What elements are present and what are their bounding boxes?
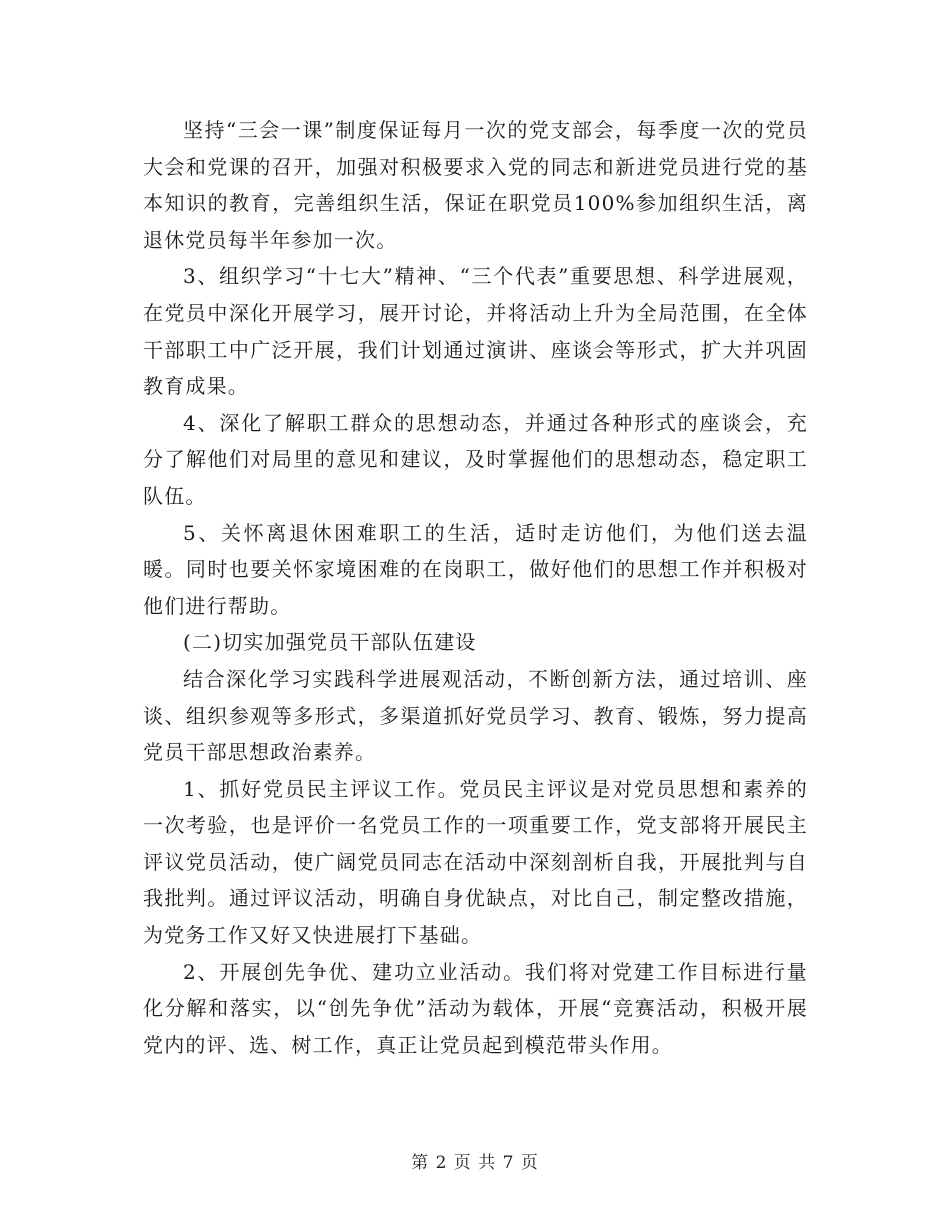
paragraph-item-3: 3、组织学习“十七大”精神、“三个代表”重要思想、科学进展观，在党员中深化开展学习，展开讨论，并将活动上升为全局范围，在全体干部职工中广泛开展，我们计划通过演讲、座谈会等形式，扩大并巩固教育成果。	[143, 264, 808, 399]
paragraph-section-intro: 结合深化学习实践科学进展观活动，不断创新方法，通过培训、座谈、组织参观等多形式，多渠道抓好党员学习、教育、锻炼，努力提高党员干部思想政治素养。	[143, 666, 808, 765]
section-heading-2: (二)切实加强党员干部队伍建设	[183, 630, 477, 655]
paragraph-item-2: 2、开展创先争优、建功立业活动。我们将对党建工作目标进行量化分解和落实，以“创先争优”活动为载体，开展“竞赛活动，积极开展党内的评、选、树工作，真正让党员起到模范带头作用。	[143, 959, 808, 1057]
paragraph-item-5: 5、关怀离退休困难职工的生活，适时走访他们，为他们送去温暖。同时也要关怀家境困难的在岗职工，做好他们的思想工作并积极对他们进行帮助。	[143, 520, 808, 618]
paragraph-item-4: 4、深化了解职工群众的思想动态，并通过各种形式的座谈会，充分了解他们对局里的意见和建议，及时掌握他们的思想动态，稳定职工队伍。	[143, 410, 808, 508]
page-number-footer: 第 2 页 共 7 页	[411, 1153, 539, 1173]
paragraph-item-1: 1、抓好党员民主评议工作。党员民主评议是对党员思想和素养的一次考验，也是评价一名党员工作的一项重要工作，党支部将开展民主评议党员活动，使广阔党员同志在活动中深刻剖析自我，开展批判与自我批判。通过评议活动，明确自身优缺点，对比自己，制定整改措施，为党务工作又好又快进展打下基础。	[143, 776, 808, 948]
paragraph-meeting-system: 坚持“三会一课”制度保证每月一次的党支部会，每季度一次的党员大会和党课的召开，加强对积极要求入党的同志和新进党员进行党的基本知识的教育，完善组织生活，保证在职党员100%参加组织生活，离退休党员每半年参加一次。	[143, 118, 808, 252]
document-body	[143, 112, 808, 1063]
